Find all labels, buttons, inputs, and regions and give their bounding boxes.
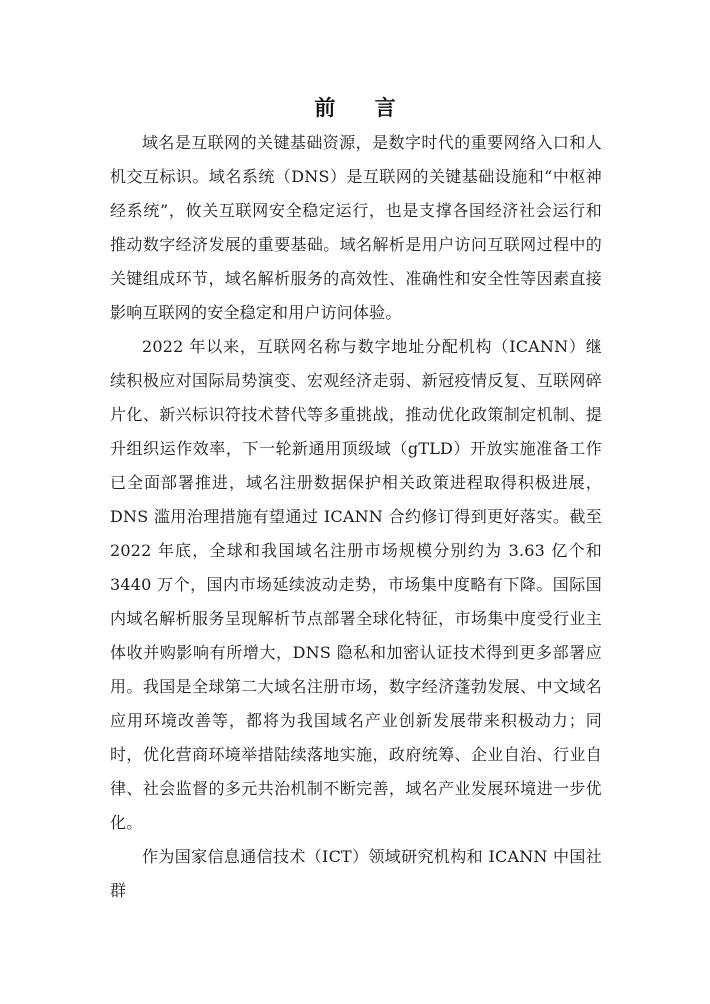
body-text [110, 126, 602, 908]
paragraph-1: 域名是互联网的关键基础资源，是数字时代的重要网络入口和人机交互标识。域名系统（DNS）是互联网的关键基础设施和“中枢神经系统”，攸关互联网安全稳定运行，也是支撑各国经济社会运行和推动数字经济发展的重要基础。域名解析是用户访问互联网过程中的关键组成环节，域名解析服务的高效性、准确性和安全性等因素直接影响互联网的安全稳定和用户访问体验。 [110, 133, 602, 322]
paragraph-2: 2022 年以来，互联网名称与数字地址分配机构（ICANN）继续积极应对国际局势演变、宏观经济走弱、新冠疫情反复、互联网碎片化、新兴标识符技术替代等多重挑战，推动优化政策制定机制、提升组织运作效率，下一轮新通用顶级域（gTLD）开放实施准备工作已全面部署推进，域名注册数据保护相关政策进程取得积极进展，DNS 滥用治理措施有望通过 ICANN 合约修订得到更好落实。截至 2022 年底，全球和我国域名注册市场规模分别约为 3.63 亿个和 3440 万个，国内市场延续波动走势，市场集中度略有下降。国际国内域名解析服务呈现解析节点部署全球化特征，市场集中度受行业主体收并购影响有所增大，DNS 隐私和加密认证技术得到更多部署应用。我国是全球第二大域名注册市场，数字经济蓬勃发展、中文域名应用环境改善等，都将为我国域名产业创新发展带来积极动力；同时，优化营商环境举措陆续落地实施，政府统筹、企业自治、行业自律、社会监督的多元共治机制不断完善，域名产业发展环境进一步优化。 [110, 337, 602, 832]
paragraph-3: 作为国家信息通信技术（ICT）领域研究机构和 ICANN 中国社群 [110, 847, 602, 900]
page-title: 前 言 [314, 96, 412, 120]
